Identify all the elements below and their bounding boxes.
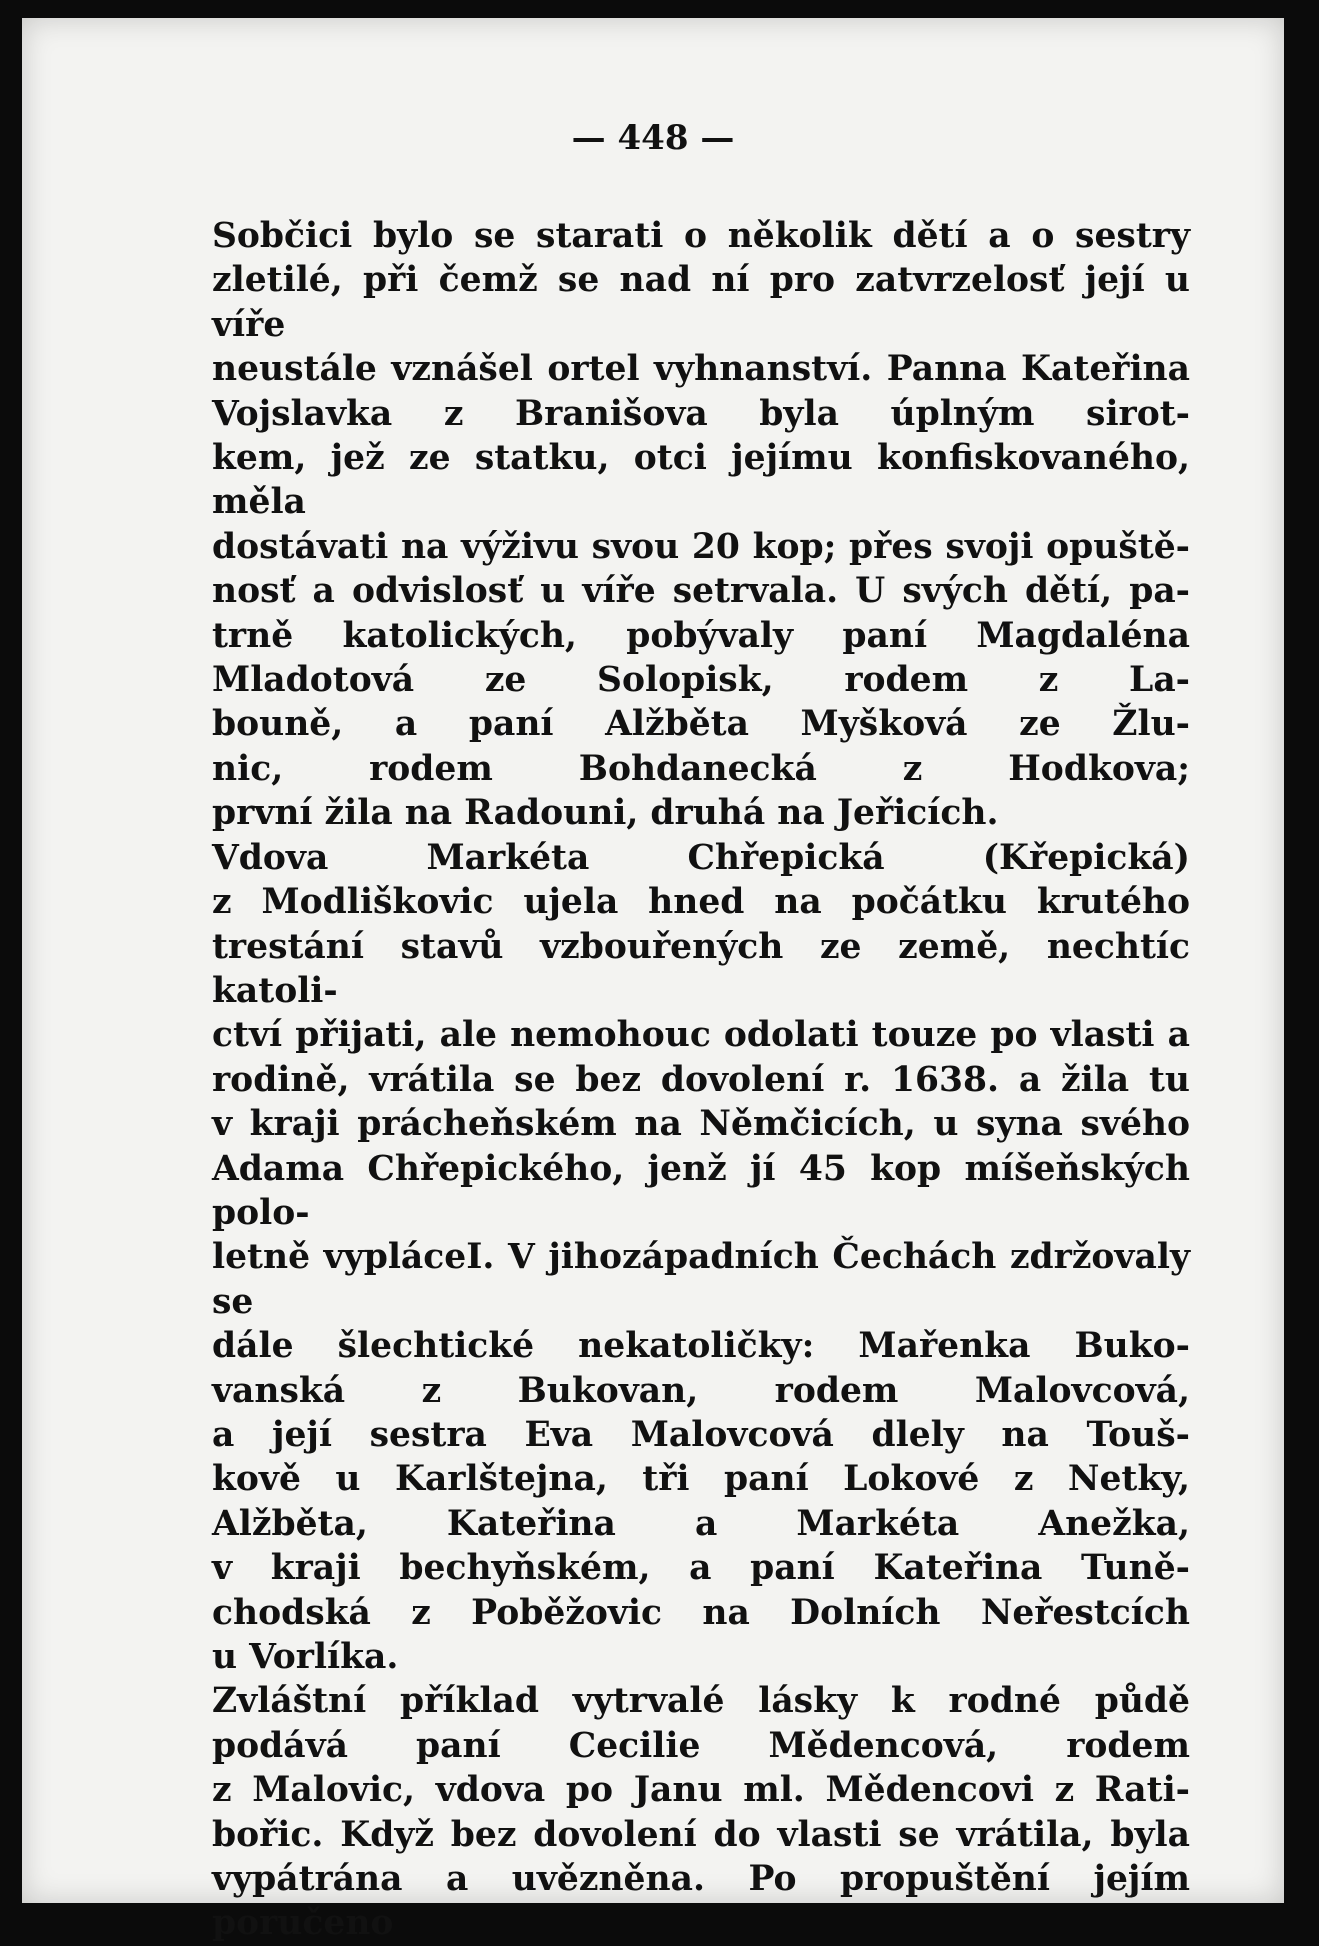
text-line: nosť a odvislosť u víře setrvala. U svých dětí, pa-	[212, 571, 1190, 612]
text-line: v kraji bechyňském, a paní Kateřina Tuně-	[212, 1548, 1190, 1589]
body-text	[212, 214, 1190, 1946]
paragraph-1	[212, 214, 1190, 836]
paragraph-3	[212, 1679, 1190, 1945]
text-line: neustále vznášel ortel vyhnanství. Panna Kateřina	[212, 349, 1190, 390]
text-line: bořic. Když bez dovolení do vlasti se vrátila, byla	[212, 1814, 1190, 1855]
text-line: v kraji prácheňském na Němčicích, u syna svého	[212, 1104, 1190, 1145]
text-line: z Malovic, vdova po Janu ml. Mědencovi z Rati-	[212, 1770, 1190, 1811]
text-line: podává paní Cecilie Mědencová, rodem	[212, 1725, 1190, 1766]
text-line: chodská z Poběžovic na Dolních Neřestcích	[212, 1592, 1190, 1633]
text-line: Alžběta, Kateřina a Markéta Anežka,	[212, 1503, 1190, 1544]
text-line: u Vorlíka.	[212, 1637, 399, 1677]
text-line: Zvláštní příklad vytrvalé lásky k rodné půdě	[212, 1681, 1190, 1722]
book-page	[22, 18, 1284, 1944]
text-line: zletilé, při čemž se nad ní pro zatvrzelosť její u víře	[212, 260, 1190, 345]
text-line: Vojslavka z Branišova byla úplným sirot-	[212, 393, 1190, 434]
text-line: dostávati na výživu svou 20 kop; přes svoji opuště-	[212, 526, 1190, 567]
text-line: a její sestra Eva Malovcová dlely na Touš-	[212, 1414, 1190, 1455]
page-number: — 448 —	[571, 118, 735, 158]
text-line: dále šlechtické nekatoličky: Mařenka Buko-	[212, 1326, 1190, 1367]
text-line: nic, rodem Bohdanecká z Hodkova;	[212, 748, 1190, 789]
text-line: Vdova Markéta Chřepická (Křepická)	[212, 837, 1190, 878]
paragraph-2	[212, 836, 1190, 1680]
text-line: vanská z Bukovan, rodem Malovcová,	[212, 1370, 1190, 1411]
text-line: kově u Karlštejna, tři paní Lokové z Netky,	[212, 1459, 1190, 1500]
text-line: bouně, a paní Alžběta Myšková ze Žlu-	[212, 704, 1190, 745]
text-line: letně vypláceI. V jihozápadních Čechách zdržovaly se	[212, 1237, 1190, 1322]
text-line: trestání stavů vzbouřených ze země, nechtíc katoli-	[212, 926, 1190, 1011]
text-line: rodině, vrátila se bez dovolení r. 1638. a žila tu	[212, 1059, 1190, 1100]
text-line: ctví přijati, ale nemohouc odolati touze po vlasti a	[212, 1015, 1190, 1056]
text-line: Adama Chřepického, jenž jí 45 kop míšeňských polo-	[212, 1148, 1190, 1233]
text-line: kem, jež ze statku, otci jejímu konfiskovaného, měla	[212, 438, 1190, 523]
text-line: vypátrána a uvězněna. Po propuštění jejím poručeno	[212, 1859, 1190, 1944]
text-line: trně katolických, pobývaly paní Magdaléna	[212, 615, 1190, 656]
text-line: první žila na Radouni, druhá na Jeřicích.	[212, 793, 999, 834]
text-line: Mladotová ze Solopisk, rodem z La-	[212, 660, 1190, 701]
text-line: Sobčici bylo se starati o několik dětí a o sestry	[212, 216, 1190, 256]
text-line: z Modliškovic ujela hned na počátku krutého	[212, 882, 1190, 923]
